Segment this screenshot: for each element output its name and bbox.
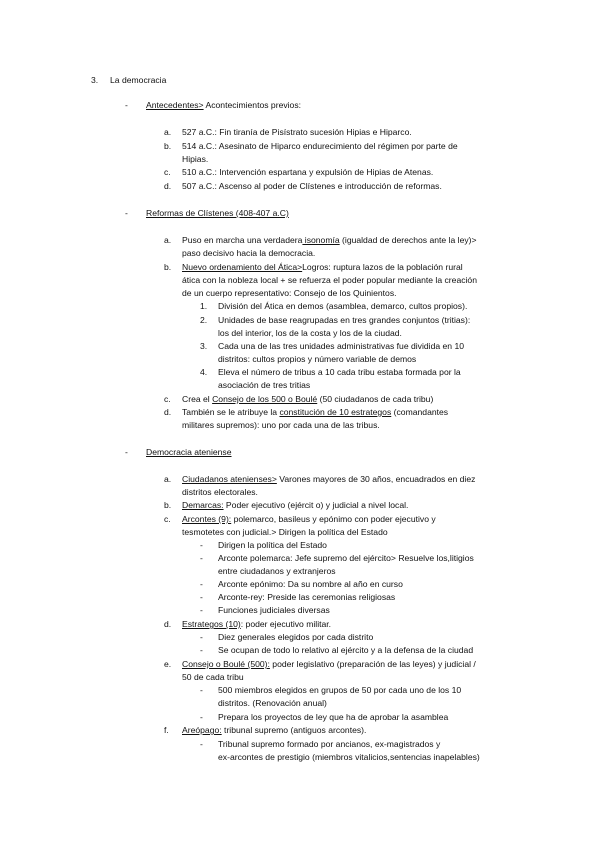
list-item: distritos electorales. bbox=[182, 487, 258, 497]
list-marker: a. bbox=[164, 235, 172, 245]
sub-item: Arconte-rey: Preside las ceremonias religiosas bbox=[218, 592, 396, 602]
list-item: Demarcas: Poder ejecutivo (ejércit o) y judicial a nivel local. bbox=[182, 500, 409, 510]
numbered-item: asociación de tres tritias bbox=[218, 380, 311, 390]
list-item: 514 a.C.: Asesinato de Hiparco endurecimiento del régimen por parte de bbox=[182, 141, 458, 151]
sub-item: Arconte polemarca: Jefe supremo del ejército> Resuelve los,litigios bbox=[218, 553, 474, 563]
numbered-item: distritos: cultos propios y número variable de demos bbox=[218, 354, 417, 364]
numbered-item: Cada una de las tres unidades administrativas fue dividida en 10 bbox=[218, 341, 465, 351]
list-item: 527 a.C.: Fin tiranía de Pisístrato sucesión Hipias e Hiparco. bbox=[182, 127, 412, 137]
list-item: También se le atribuye la constitución de 10 estrategos (comandantes bbox=[182, 407, 449, 417]
list-marker: b. bbox=[164, 141, 172, 151]
list-item: Consejo o Boulé (500): poder legislativo (preparación de las leyes) y judicial / bbox=[182, 659, 476, 669]
sub-item: Dirigen la política del Estado bbox=[218, 540, 327, 550]
list-marker: c. bbox=[164, 394, 171, 404]
sub-dash: - bbox=[200, 632, 203, 642]
list-item: Arcontes (9): polemarco, basileus y epónimo con poder ejecutivo y bbox=[182, 514, 436, 524]
list-marker: d. bbox=[164, 181, 172, 191]
list-marker: e. bbox=[164, 659, 172, 669]
numbered-item: Eleva el número de tribus a 10 cada tribu estaba formada por la bbox=[218, 367, 461, 377]
list-item: 507 a.C.: Ascenso al poder de Clístenes e introducción de reformas. bbox=[182, 181, 442, 191]
sub-dash: - bbox=[200, 592, 203, 602]
numbered-item: los del interior, los de la costa y los de la ciudad. bbox=[218, 328, 402, 338]
sub-item: Arconte epónimo: Da su nombre al año en curso bbox=[218, 579, 403, 589]
sub-dash: - bbox=[200, 685, 203, 695]
sub-item: entre ciudadanos y extranjeros bbox=[218, 566, 336, 576]
sub-dash: - bbox=[200, 553, 203, 563]
numbered-item: División del Ática en demos (asamblea, demarco, cultos propios). bbox=[218, 301, 468, 311]
list-marker: d. bbox=[164, 407, 172, 417]
list-item: Crea el Consejo de los 500 o Boulé (50 ciudadanos de cada tribu) bbox=[182, 394, 434, 404]
sub-item: 500 miembros elegidos en grupos de 50 por cada uno de los 10 bbox=[218, 685, 462, 695]
bullet-dash: - bbox=[125, 447, 128, 457]
sub-dash: - bbox=[200, 712, 203, 722]
sub-dash: - bbox=[200, 645, 203, 655]
numbered-item: Unidades de base reagrupadas en tres grandes conjuntos (tritias): bbox=[218, 315, 471, 325]
list-marker: b. bbox=[164, 262, 172, 272]
list-item: militares supremos): uno por cada una de las tribus. bbox=[182, 420, 380, 430]
sub-dash: - bbox=[200, 739, 203, 749]
sub-item: distritos. (Renovación anual) bbox=[218, 698, 327, 708]
bullet-dash: - bbox=[125, 100, 128, 110]
list-item: Hipias. bbox=[182, 154, 209, 164]
list-item: Puso en marcha una verdadera isonomía (igualdad de derechos ante la ley)> bbox=[182, 235, 477, 245]
list-marker: c. bbox=[164, 514, 171, 524]
list-item: ática con la nobleza local + se refuerza el poder popular mediante la creación bbox=[182, 275, 477, 285]
bullet-dash: - bbox=[125, 208, 128, 218]
list-marker: d. bbox=[164, 619, 172, 629]
sub-item: Prepara los proyectos de ley que ha de aprobar la asamblea bbox=[218, 712, 449, 722]
list-marker: a. bbox=[164, 127, 172, 137]
sub-item: Se ocupan de todo lo relativo al ejército y a la defensa de la ciudad bbox=[218, 645, 474, 655]
antecedentes-heading: Antecedentes> Acontecimientos previos: bbox=[146, 100, 302, 110]
numbered-marker: 1. bbox=[200, 301, 208, 311]
list-item: Nuevo ordenamiento del Ática>Logros: ruptura lazos de la población rural bbox=[182, 262, 463, 272]
sub-dash: - bbox=[200, 605, 203, 615]
section-number: 3. bbox=[91, 75, 99, 85]
list-marker: b. bbox=[164, 500, 172, 510]
list-marker: c. bbox=[164, 167, 171, 177]
numbered-marker: 2. bbox=[200, 315, 208, 325]
sub-item: ex-arcontes de prestigio (miembros vitalicios,sentencias inapelables) bbox=[218, 752, 480, 762]
list-item: tesmotetes con judicial.> Dirigen la política del Estado bbox=[182, 527, 388, 537]
sub-item: Funciones judiciales diversas bbox=[218, 605, 330, 615]
sub-dash: - bbox=[200, 540, 203, 550]
numbered-marker: 4. bbox=[200, 367, 208, 377]
numbered-marker: 3. bbox=[200, 341, 208, 351]
section-title: La democracia bbox=[110, 75, 167, 85]
list-item: Estrategos (10): poder ejecutivo militar. bbox=[182, 619, 332, 629]
list-marker: a. bbox=[164, 474, 172, 484]
list-item: 510 a.C.: Intervención espartana y expulsión de Hipias de Atenas. bbox=[182, 167, 434, 177]
list-item: Areópago: tribunal supremo (antiguos arcontes). bbox=[182, 725, 367, 735]
list-marker: f. bbox=[164, 725, 169, 735]
sub-item: Tribunal supremo formado por ancianos, ex-magistrados y bbox=[218, 739, 441, 749]
democracia-heading: Democracia ateniense bbox=[146, 447, 232, 457]
sub-dash: - bbox=[200, 579, 203, 589]
list-item: de un cuerpo representativo: Consejo de los Quinientos. bbox=[182, 288, 397, 298]
sub-item: Diez generales elegidos por cada distrito bbox=[218, 632, 374, 642]
reformas-heading: Reformas de Clístenes (408-407 a.C) bbox=[146, 208, 289, 218]
list-item: paso decisivo hacia la democracia. bbox=[182, 248, 316, 258]
list-item: 50 de cada tribu bbox=[182, 672, 244, 682]
list-item: Ciudadanos atenienses> Varones mayores de 30 años, encuadrados en diez bbox=[182, 474, 476, 484]
